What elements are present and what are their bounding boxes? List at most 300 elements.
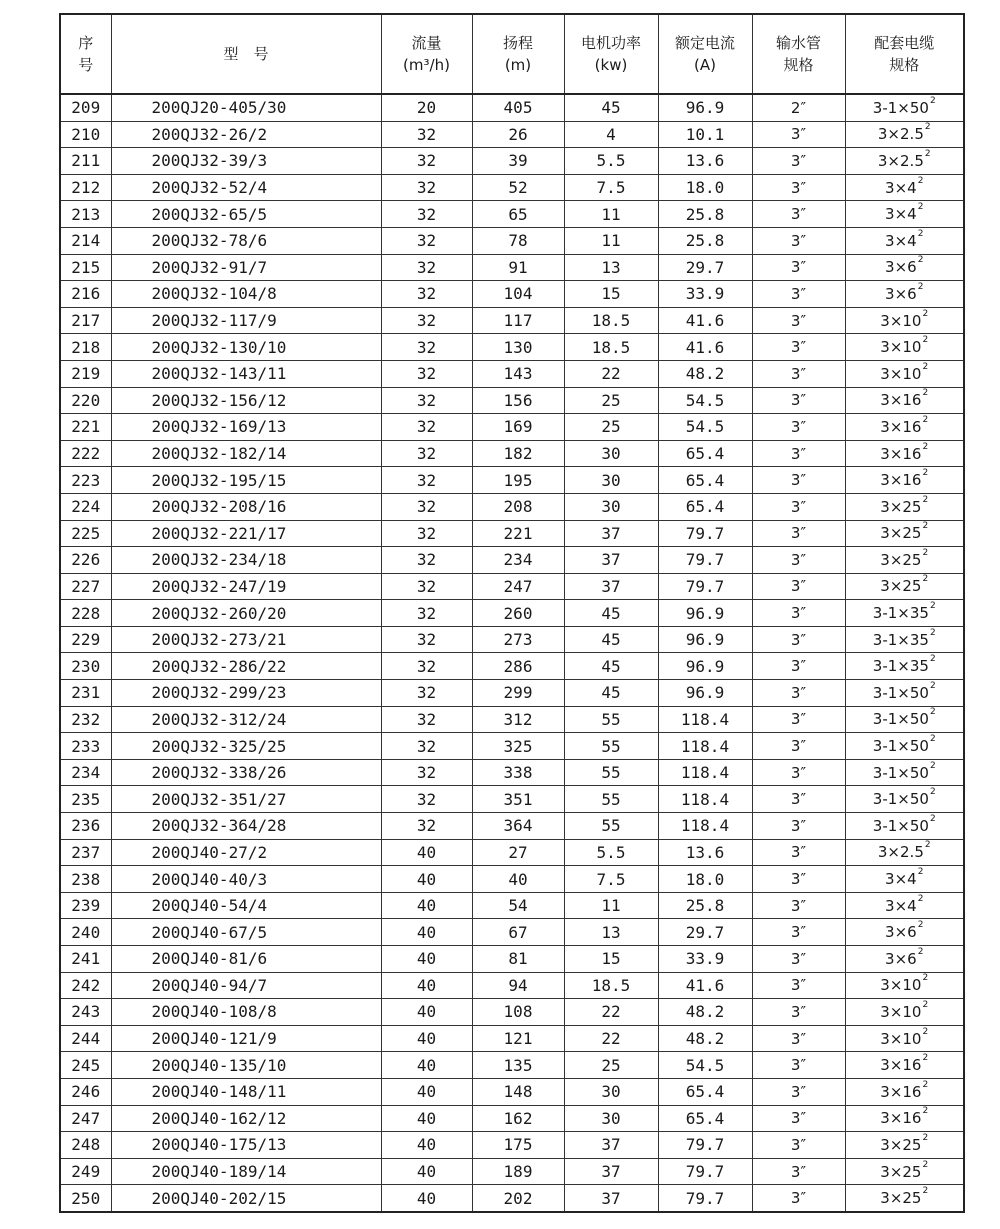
current-cell	[658, 972, 752, 999]
pipe-cell-text: 3″	[790, 284, 807, 303]
current-cell	[658, 733, 752, 760]
head-cell	[472, 680, 564, 707]
cable-cell-text: 3×10	[880, 311, 922, 330]
model-cell-text: 200QJ32-195/15	[151, 470, 287, 490]
pipe-cell-text: 3″	[790, 178, 807, 197]
pipe-cell-text: 3″	[790, 657, 807, 676]
current-cell-text: 65.4	[685, 444, 725, 464]
pipe-cell	[752, 1078, 845, 1105]
current-cell	[658, 839, 752, 866]
power-cell	[564, 360, 658, 387]
head-cell	[472, 999, 564, 1026]
flow-cell	[381, 892, 472, 919]
power-cell-text: 22	[601, 364, 621, 384]
model-cell-text: 200QJ32-91/7	[151, 257, 268, 277]
cable-cell-text: 3×25	[880, 577, 922, 596]
table-row	[60, 520, 964, 547]
pipe-cell-text: 3″	[790, 338, 807, 357]
serial-cell	[60, 839, 111, 866]
pipe-cell-text: 3″	[790, 870, 807, 889]
flow-cell-text: 32	[416, 683, 437, 703]
model-cell-text: 200QJ32-338/26	[151, 763, 287, 783]
current-cell	[658, 1185, 752, 1212]
model-cell	[111, 972, 381, 999]
pipe-cell-text: 3″	[790, 1109, 807, 1128]
cable-cell-text: 3×25	[880, 1135, 922, 1154]
pipe-cell	[752, 547, 845, 574]
current-cell-text: 25.8	[685, 204, 725, 224]
flow-cell	[381, 440, 472, 467]
head-cell-text: 312	[503, 709, 533, 729]
square-unit-superscript: 2	[924, 122, 931, 133]
power-cell	[564, 547, 658, 574]
model-cell-text: 200QJ32-65/5	[151, 204, 268, 224]
cable-cell	[845, 1078, 964, 1105]
power-cell-text: 30	[601, 444, 621, 464]
pipe-cell-text: 3″	[790, 151, 807, 170]
flow-cell	[381, 946, 472, 973]
current-cell-text: 25.8	[685, 231, 725, 251]
pipe-cell-text: 3″	[790, 1002, 807, 1021]
pipe-cell	[752, 148, 845, 175]
pipe-cell	[752, 307, 845, 334]
flow-cell-text: 40	[416, 1108, 437, 1128]
head-cell	[472, 307, 564, 334]
pipe-cell	[752, 227, 845, 254]
serial-cell	[60, 653, 111, 680]
serial-cell	[60, 972, 111, 999]
flow-cell-text: 40	[416, 842, 437, 862]
cable-cell-text: 3×4	[885, 870, 917, 889]
model-cell	[111, 1158, 381, 1185]
current-cell	[658, 307, 752, 334]
table-row	[60, 600, 964, 627]
model-cell	[111, 839, 381, 866]
model-cell-text: 200QJ32-299/23	[151, 683, 287, 703]
pipe-cell	[752, 1158, 845, 1185]
serial-cell-text: 220	[71, 390, 101, 410]
flow-cell-text: 32	[416, 257, 437, 277]
power-cell	[564, 946, 658, 973]
model-cell	[111, 201, 381, 228]
flow-cell-text: 32	[416, 630, 437, 650]
serial-cell-text: 231	[71, 683, 101, 703]
flow-cell-text: 32	[416, 124, 437, 144]
power-cell	[564, 281, 658, 308]
power-cell	[564, 573, 658, 600]
cable-cell	[845, 281, 964, 308]
cable-cell	[845, 1025, 964, 1052]
pipe-cell-text: 3″	[790, 471, 807, 490]
table-row	[60, 999, 964, 1026]
serial-cell-text: 225	[71, 523, 101, 543]
cable-cell	[845, 653, 964, 680]
cable-cell-text: 3-1×50	[872, 816, 929, 835]
current-cell-text: 33.9	[685, 949, 725, 969]
serial-cell	[60, 307, 111, 334]
pipe-cell	[752, 839, 845, 866]
cable-cell	[845, 467, 964, 494]
serial-cell	[60, 1078, 111, 1105]
pipe-cell	[752, 866, 845, 893]
head-cell-text: 234	[503, 550, 533, 570]
flow-cell	[381, 148, 472, 175]
flow-cell	[381, 919, 472, 946]
serial-cell-text: 212	[71, 178, 101, 198]
serial-cell	[60, 680, 111, 707]
current-cell	[658, 201, 752, 228]
power-cell	[564, 1158, 658, 1185]
pipe-cell	[752, 281, 845, 308]
cable-cell-text: 3×4	[885, 231, 917, 250]
power-cell-text: 37	[601, 576, 621, 596]
serial-cell	[60, 360, 111, 387]
flow-cell	[381, 653, 472, 680]
flow-cell-text: 32	[416, 417, 437, 437]
power-cell-text: 11	[601, 204, 621, 224]
current-cell	[658, 547, 752, 574]
power-cell	[564, 892, 658, 919]
table-body	[60, 94, 964, 1212]
power-cell	[564, 174, 658, 201]
flow-cell	[381, 680, 472, 707]
table-row	[60, 1105, 964, 1132]
model-cell-text: 200QJ32-104/8	[151, 284, 277, 304]
cable-cell	[845, 919, 964, 946]
cable-cell-text: 3-1×50	[872, 790, 929, 809]
flow-cell	[381, 1025, 472, 1052]
head-cell-text: 299	[503, 683, 533, 703]
head-cell-text: 338	[503, 763, 533, 783]
current-cell-text: 29.7	[685, 922, 725, 942]
pipe-cell	[752, 493, 845, 520]
model-cell	[111, 1078, 381, 1105]
cable-cell	[845, 573, 964, 600]
power-cell	[564, 121, 658, 148]
head-cell	[472, 1052, 564, 1079]
flow-cell	[381, 174, 472, 201]
serial-cell-text: 223	[71, 470, 101, 490]
serial-cell-text: 229	[71, 630, 101, 650]
flow-cell	[381, 387, 472, 414]
flow-cell-text: 20	[416, 98, 437, 118]
power-cell-text: 30	[601, 1108, 621, 1128]
cable-cell	[845, 786, 964, 813]
pipe-cell-text: 3″	[790, 1082, 807, 1101]
current-cell-text: 118.4	[680, 709, 730, 729]
table-row	[60, 839, 964, 866]
power-cell	[564, 1025, 658, 1052]
head-cell	[472, 467, 564, 494]
pipe-cell	[752, 254, 845, 281]
square-unit-superscript: 2	[929, 760, 936, 771]
serial-cell-text: 235	[71, 789, 101, 809]
flow-cell-text: 32	[416, 789, 437, 809]
current-cell	[658, 467, 752, 494]
serial-cell-text: 239	[71, 896, 101, 916]
serial-cell-text: 211	[71, 151, 101, 171]
serial-cell	[60, 626, 111, 653]
square-unit-superscript: 2	[922, 361, 929, 372]
head-cell-text: 67	[508, 922, 528, 942]
serial-cell	[60, 547, 111, 574]
cable-cell-text: 3×10	[880, 338, 922, 357]
head-cell	[472, 919, 564, 946]
flow-cell-text: 40	[416, 869, 437, 889]
power-cell	[564, 440, 658, 467]
current-cell	[658, 440, 752, 467]
cable-cell	[845, 201, 964, 228]
head-cell-text: 121	[503, 1029, 533, 1049]
model-cell	[111, 680, 381, 707]
current-cell-text: 65.4	[685, 1082, 725, 1102]
power-cell	[564, 307, 658, 334]
flow-cell-text: 32	[416, 523, 437, 543]
model-cell	[111, 254, 381, 281]
power-cell-text: 45	[601, 630, 621, 650]
serial-cell-text: 236	[71, 816, 101, 836]
pipe-cell	[752, 946, 845, 973]
head-cell	[472, 813, 564, 840]
pipe-cell	[752, 387, 845, 414]
model-cell-text: 200QJ40-40/3	[151, 869, 268, 889]
pipe-cell	[752, 600, 845, 627]
flow-cell	[381, 493, 472, 520]
power-cell	[564, 148, 658, 175]
head-cell-text: 108	[503, 1002, 533, 1022]
power-cell-text: 55	[601, 816, 621, 836]
head-cell	[472, 547, 564, 574]
pipe-cell	[752, 892, 845, 919]
table-row	[60, 1132, 964, 1159]
power-cell-text: 37	[601, 1188, 621, 1208]
current-cell-text: 118.4	[680, 736, 730, 756]
power-cell	[564, 839, 658, 866]
cable-cell-text: 3×25	[880, 550, 922, 569]
square-unit-superscript: 2	[929, 95, 936, 106]
pipe-cell	[752, 201, 845, 228]
cable-cell	[845, 839, 964, 866]
flow-cell	[381, 573, 472, 600]
model-cell-text: 200QJ40-135/10	[151, 1055, 287, 1075]
current-cell	[658, 653, 752, 680]
serial-cell	[60, 706, 111, 733]
serial-cell	[60, 520, 111, 547]
serial-cell-text: 247	[71, 1108, 101, 1128]
serial-cell-text: 237	[71, 842, 101, 862]
pipe-cell-text: 3″	[790, 1189, 807, 1208]
serial-cell	[60, 786, 111, 813]
power-cell	[564, 653, 658, 680]
serial-cell-text: 246	[71, 1082, 101, 1102]
pipe-cell	[752, 786, 845, 813]
flow-cell-text: 40	[416, 1029, 437, 1049]
cable-cell	[845, 759, 964, 786]
model-cell	[111, 759, 381, 786]
pipe-cell-text: 3″	[790, 604, 807, 623]
serial-cell	[60, 414, 111, 441]
pipe-cell-text: 3″	[790, 258, 807, 277]
current-cell-text: 41.6	[685, 975, 725, 995]
power-cell	[564, 493, 658, 520]
square-unit-superscript: 2	[917, 946, 924, 957]
current-cell	[658, 174, 752, 201]
model-cell	[111, 1132, 381, 1159]
table-row	[60, 680, 964, 707]
pipe-cell-text: 3″	[790, 737, 807, 756]
cable-cell-text: 3×25	[880, 1189, 922, 1208]
header-serial: 序 号	[60, 14, 111, 94]
current-cell	[658, 493, 752, 520]
table-row	[60, 440, 964, 467]
power-cell-text: 37	[601, 523, 621, 543]
cable-cell-text: 3×2.5	[877, 843, 924, 862]
model-cell-text: 200QJ40-189/14	[151, 1162, 287, 1182]
pipe-cell	[752, 1052, 845, 1079]
head-cell-text: 195	[503, 470, 533, 490]
power-cell-text: 18.5	[591, 975, 631, 995]
pipe-cell	[752, 174, 845, 201]
flow-cell-text: 32	[416, 311, 437, 331]
flow-cell	[381, 813, 472, 840]
cable-cell	[845, 892, 964, 919]
pipe-cell-text: 3″	[790, 417, 807, 436]
pipe-cell-text: 3″	[790, 364, 807, 383]
cable-cell	[845, 972, 964, 999]
square-unit-superscript: 2	[922, 1053, 929, 1064]
serial-cell-text: 227	[71, 576, 101, 596]
serial-cell	[60, 334, 111, 361]
pipe-cell	[752, 440, 845, 467]
flow-cell	[381, 706, 472, 733]
pipe-cell	[752, 334, 845, 361]
power-cell	[564, 680, 658, 707]
current-cell-text: 18.0	[685, 869, 725, 889]
serial-cell-text: 221	[71, 417, 101, 437]
power-cell-text: 45	[601, 603, 621, 623]
head-cell	[472, 626, 564, 653]
model-cell	[111, 946, 381, 973]
flow-cell-text: 40	[416, 1055, 437, 1075]
head-cell-text: 182	[503, 444, 533, 464]
table-row	[60, 121, 964, 148]
serial-cell-text: 226	[71, 550, 101, 570]
table-row	[60, 946, 964, 973]
square-unit-superscript: 2	[922, 973, 929, 984]
power-cell-text: 37	[601, 1135, 621, 1155]
power-cell	[564, 1052, 658, 1079]
head-cell-text: 169	[503, 417, 533, 437]
cable-cell	[845, 148, 964, 175]
serial-cell-text: 219	[71, 364, 101, 384]
flow-cell-text: 32	[416, 816, 437, 836]
model-cell-text: 200QJ40-67/5	[151, 922, 268, 942]
table-row	[60, 573, 964, 600]
current-cell-text: 48.2	[685, 1029, 725, 1049]
power-cell-text: 30	[601, 497, 621, 517]
head-cell	[472, 254, 564, 281]
cable-cell-text: 3×16	[880, 471, 922, 490]
flow-cell-text: 40	[416, 975, 437, 995]
square-unit-superscript: 2	[922, 335, 929, 346]
flow-cell	[381, 972, 472, 999]
current-cell	[658, 1105, 752, 1132]
pipe-cell	[752, 121, 845, 148]
model-cell	[111, 174, 381, 201]
flow-cell	[381, 600, 472, 627]
current-cell	[658, 334, 752, 361]
pipe-cell-text: 3″	[790, 1056, 807, 1075]
square-unit-superscript: 2	[922, 547, 929, 558]
cable-cell-text: 3×2.5	[877, 151, 924, 170]
model-cell-text: 200QJ32-52/4	[151, 178, 268, 198]
model-cell-text: 200QJ40-175/13	[151, 1135, 287, 1155]
current-cell	[658, 414, 752, 441]
power-cell	[564, 201, 658, 228]
head-cell-text: 94	[508, 975, 528, 995]
power-cell-text: 55	[601, 709, 621, 729]
current-cell	[658, 387, 752, 414]
flow-cell-text: 32	[416, 550, 437, 570]
pipe-cell-text: 3″	[790, 125, 807, 144]
power-cell-text: 55	[601, 736, 621, 756]
table-row	[60, 733, 964, 760]
serial-cell	[60, 1052, 111, 1079]
serial-cell-text: 214	[71, 231, 101, 251]
serial-cell	[60, 1025, 111, 1052]
current-cell	[658, 148, 752, 175]
model-cell-text: 200QJ32-312/24	[151, 709, 287, 729]
pipe-cell	[752, 1105, 845, 1132]
head-cell-text: 65	[508, 204, 528, 224]
model-cell-text: 200QJ32-182/14	[151, 444, 287, 464]
cable-cell-text: 3-1×50	[872, 763, 929, 782]
square-unit-superscript: 2	[929, 654, 936, 665]
model-cell-text: 200QJ32-26/2	[151, 124, 268, 144]
head-cell-text: 175	[503, 1135, 533, 1155]
square-unit-superscript: 2	[924, 148, 931, 159]
power-cell	[564, 387, 658, 414]
table-header	[60, 14, 964, 94]
current-cell	[658, 1052, 752, 1079]
serial-cell-text: 215	[71, 257, 101, 277]
power-cell-text: 37	[601, 1162, 621, 1182]
power-cell	[564, 866, 658, 893]
serial-cell	[60, 759, 111, 786]
model-cell-text: 200QJ32-234/18	[151, 550, 287, 570]
cable-cell-text: 3-1×50	[872, 683, 929, 702]
serial-cell-text: 248	[71, 1135, 101, 1155]
current-cell-text: 118.4	[680, 789, 730, 809]
flow-cell-text: 32	[416, 763, 437, 783]
current-cell-text: 41.6	[685, 337, 725, 357]
current-cell	[658, 94, 752, 121]
cable-cell-text: 3×6	[885, 258, 917, 277]
flow-cell	[381, 1078, 472, 1105]
cable-cell	[845, 121, 964, 148]
flow-cell	[381, 1132, 472, 1159]
square-unit-superscript: 2	[917, 893, 924, 904]
power-cell-text: 15	[601, 949, 621, 969]
power-cell	[564, 972, 658, 999]
model-cell	[111, 919, 381, 946]
square-unit-superscript: 2	[917, 867, 924, 878]
flow-cell	[381, 307, 472, 334]
flow-cell	[381, 786, 472, 813]
current-cell	[658, 1132, 752, 1159]
head-cell	[472, 121, 564, 148]
pipe-cell-text: 3″	[790, 976, 807, 995]
